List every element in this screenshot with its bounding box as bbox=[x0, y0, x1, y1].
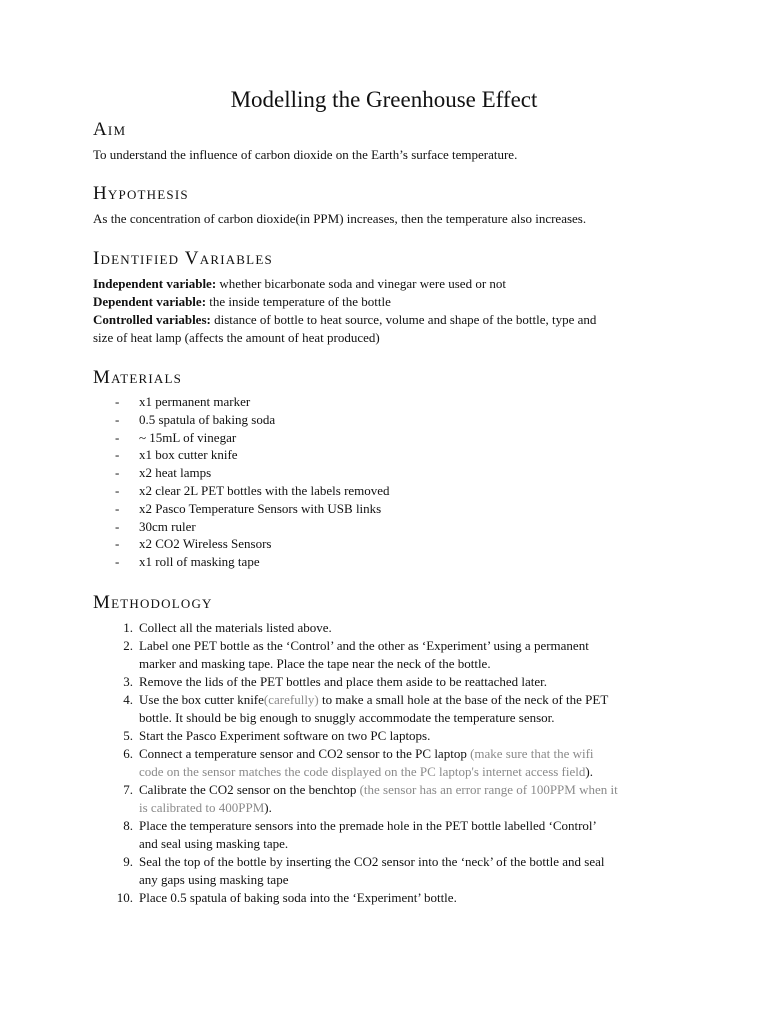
step-number: 9. bbox=[123, 854, 133, 869]
step-note: (carefully) bbox=[263, 692, 319, 707]
step-number: 2. bbox=[123, 638, 133, 653]
step-number: 4. bbox=[123, 692, 133, 707]
aim-heading: Aim bbox=[93, 119, 127, 140]
dependent-variable-label: Dependent variable: bbox=[93, 294, 207, 309]
bullet-dash: - bbox=[115, 465, 120, 481]
document-title: Modelling the Greenhouse Effect bbox=[230, 87, 538, 112]
bullet-dash: - bbox=[115, 536, 120, 552]
method-step-10: 10. Place 0.5 spatula of baking soda into the ‘Experiment’ bottle. bbox=[93, 889, 683, 907]
method-step-4: 4. Use the box cutter knife(carefully) to make a small hole at the base of the neck of the PET bottle. It should be big enough to snuggly accommodate the temperature sensor. bbox=[93, 691, 683, 727]
step-note: code on the sensor matches the code displayed on the PC laptop's internet access field bbox=[139, 764, 586, 779]
materials-heading: Materials bbox=[93, 367, 183, 388]
independent-variable-text: whether bicarbonate soda and vinegar were used or not bbox=[216, 276, 507, 291]
method-step-3: 3. Remove the lids of the PET bottles and place them aside to be reattached later. bbox=[93, 673, 683, 691]
bullet-dash: - bbox=[115, 429, 120, 445]
bullet-dash: - bbox=[115, 500, 120, 516]
dependent-variable-line bbox=[93, 293, 683, 311]
step-number: 3. bbox=[123, 674, 133, 689]
method-step-6: 6. Connect a temperature sensor and CO2 sensor to the PC laptop (make sure that the wifi code on the sensor matches the code displayed on the PC laptop's internet access field). bbox=[93, 745, 683, 781]
bullet-dash: - bbox=[115, 518, 120, 534]
methodology-heading: Methodology bbox=[93, 592, 213, 613]
step-number: 10. bbox=[116, 890, 133, 905]
methodology-steps bbox=[93, 619, 683, 907]
bullet-dash: - bbox=[115, 394, 120, 409]
bullet-dash: - bbox=[115, 554, 120, 570]
bullet-dash: - bbox=[115, 482, 120, 498]
method-step-2: 2. Label one PET bottle as the ‘Control’ and the other as ‘Experiment’ using a permanent marker and masking tape. Place the tape near the neck of the bottle. bbox=[93, 637, 683, 673]
step-number: 6. bbox=[123, 746, 133, 761]
method-step-1: 1. Collect all the materials listed above. bbox=[93, 619, 683, 637]
dependent-variable-text: the inside temperature of the bottle bbox=[206, 294, 391, 309]
controlled-variables-text: distance of bottle to heat source, volume and shape of the bottle, type and bbox=[210, 312, 597, 327]
hypothesis-heading: Hypothesis bbox=[93, 183, 189, 204]
variables-heading: Identified Variables bbox=[93, 248, 273, 269]
method-step-8: 8. Place the temperature sensors into the premade hole in the PET bottle labelled ‘Control’ and seal using masking tape. bbox=[93, 817, 683, 853]
variables-block bbox=[93, 275, 683, 347]
controlled-variables-label: Controlled variables: bbox=[93, 312, 211, 327]
controlled-variables-line-2: size of heat lamp (affects the amount of heat produced) bbox=[93, 330, 380, 345]
step-number: 1. bbox=[123, 620, 133, 635]
method-step-7: 7. Calibrate the CO2 sensor on the benchtop (the sensor has an error range of 100PPM when it is calibrated to 400PPM). bbox=[93, 781, 683, 817]
step-note: (make sure that the wifi bbox=[470, 746, 594, 761]
controlled-variables-line bbox=[93, 311, 683, 329]
step-number: 7. bbox=[123, 782, 133, 797]
bullet-dash: - bbox=[115, 447, 120, 463]
step-note: (the sensor has an error range of 100PPM when it bbox=[359, 782, 618, 797]
bullet-dash: - bbox=[115, 411, 120, 427]
step-number: 8. bbox=[123, 818, 133, 833]
independent-variable-label: Independent variable: bbox=[93, 276, 217, 291]
step-number: 5. bbox=[123, 728, 133, 743]
method-step-9: 9. Seal the top of the bottle by inserting the CO2 sensor into the ‘neck’ of the bottle and seal any gaps using masking tape bbox=[93, 853, 683, 889]
independent-variable-line bbox=[93, 275, 683, 293]
method-step-5: 5. Start the Pasco Experiment software on two PC laptops. bbox=[93, 727, 683, 745]
hypothesis-text: As the concentration of carbon dioxide(in PPM) increases, then the temperature also increases. bbox=[93, 211, 587, 226]
step-note: is calibrated to 400PPM bbox=[139, 800, 265, 815]
document-page: Modelling the Greenhouse Effect Aim To understand the influence of carbon dioxide on the Earth’s surface temperature. Hypothesis As the concentration of carbon dioxide(in PPM) increases, then the temperature also increases. Identified Variables Independent variable: whether bicarbonate soda and vinegar were used or not Dependent variable: the inside temperature of the bottle Controlled variables: distance of bottle to heat source, volume and shape of the bottle, type and size of heat lamp (affects the amount of heat produced) Materials - x1 permanent marker - 0.5 spatula of baking soda - ~ 15mL of vinegar - x1 box cutter knife - x2 heat lamps - x2 clear 2L PET bottles with the labels removed - x2 Pasco Temperature Sensors with USB links - 30cm ruler - x2 CO2 Wireless Sensors - x1 roll of masking tape Methodology 1. Collect all the materials listed above. 2. Label one PET bottle as the ‘Control’ and the other as ‘Experiment’ using a permanent marker and masking tape. Place the tape near the neck of the bottle. 3. Remove the lids of the PET bottles and place them aside to be reattached later. 4. Use the box cutter knife(carefully) to make a small hole at the base of the neck of the PET bottle. It should be big enough to snuggly accommodate the temperature sensor. 5. Start the Pasco Experiment software on two PC laptops. 6. Connect a temperature sensor and CO2 sensor to the PC laptop (make sure that the wifi code on the sensor matches the code displayed on the PC laptop's internet access field). 7. Calibrate the CO2 sensor on the benchtop (the sensor has an error range of 100PPM when it is calibrated to 400PPM). 8. Place the temperature sensors into the premade hole in the PET bottle labelled ‘Control’ and seal using masking tape. 9. Seal the top of the bottle by inserting the CO2 sensor into the ‘neck’ of the bottle and seal any gaps using masking tape 10. Place 0.5 spatula of baking soda into the ‘Experiment’ bottle. bbox=[0, 0, 768, 1024]
aim-text: To understand the influence of carbon dioxide on the Earth’s surface temperature. bbox=[93, 147, 518, 162]
